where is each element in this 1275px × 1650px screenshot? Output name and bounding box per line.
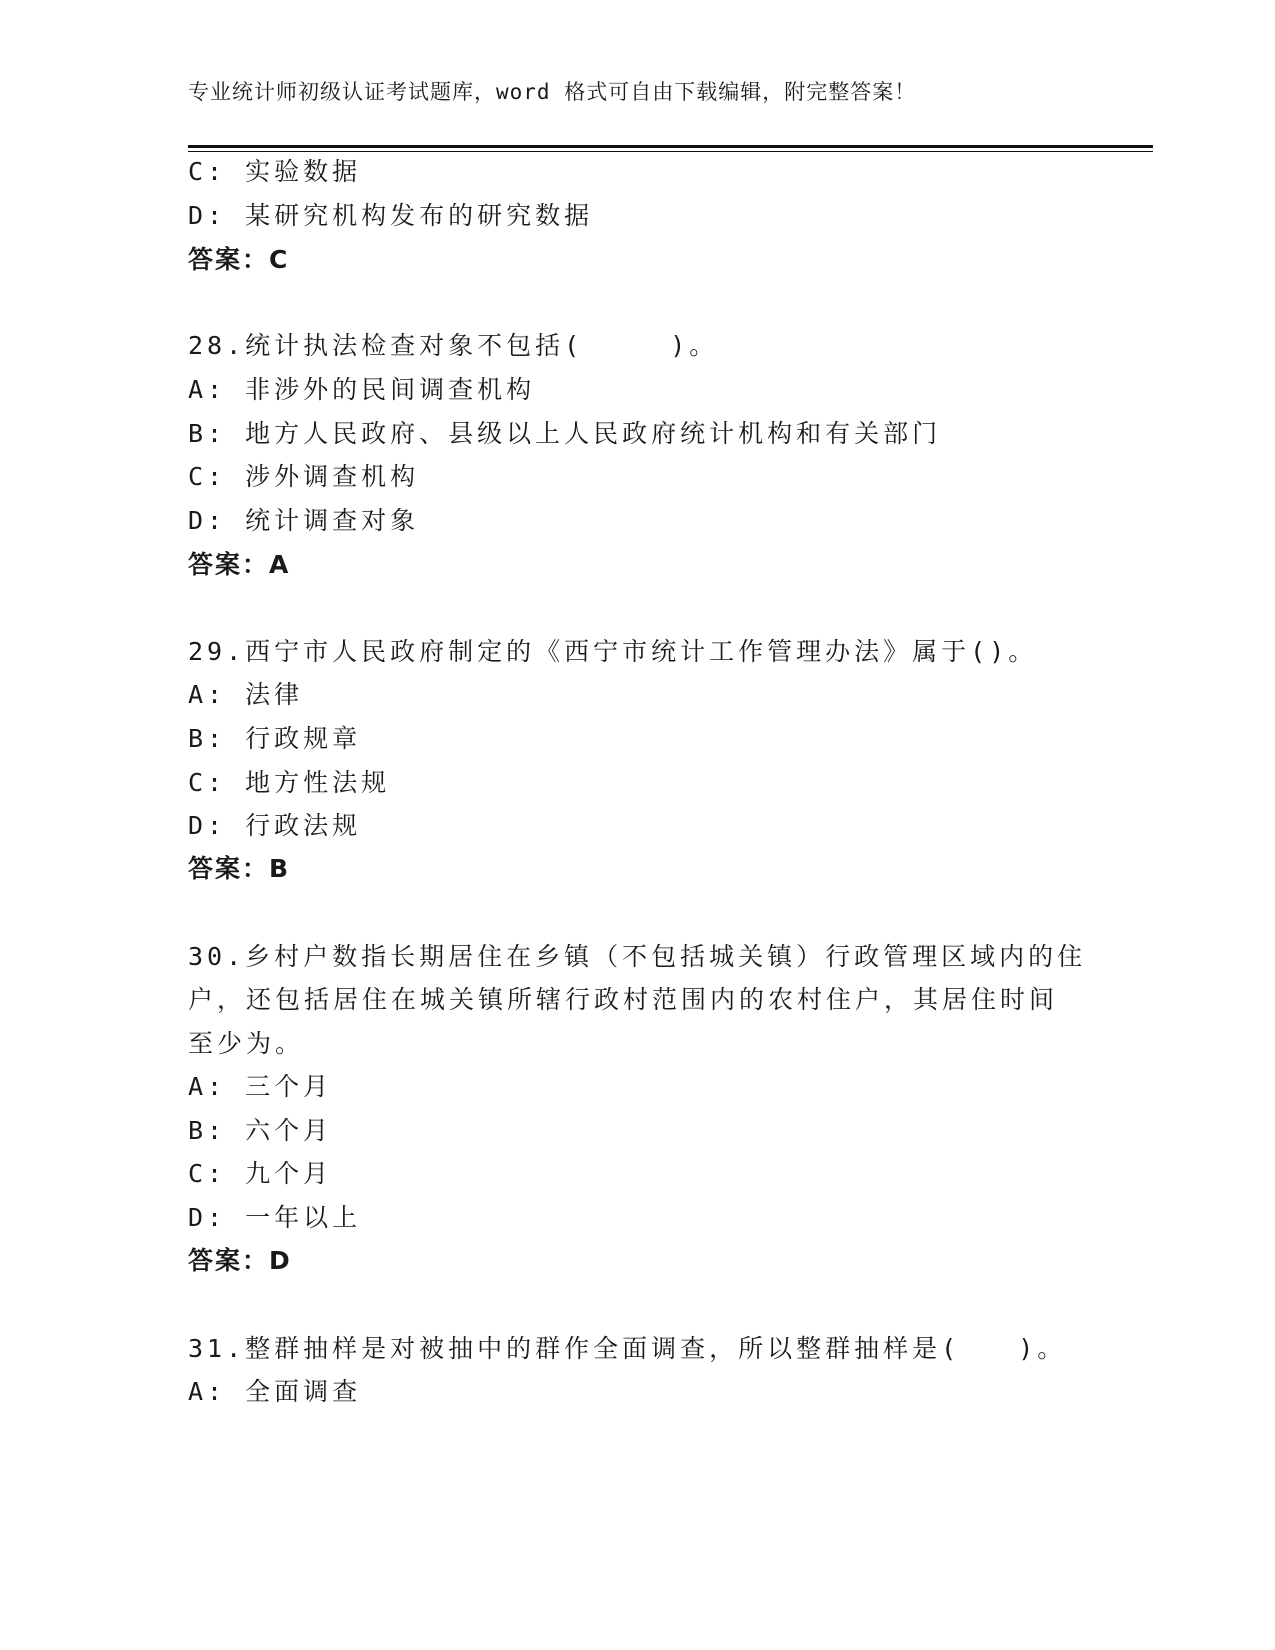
option-line: C: 实验数据: [188, 157, 362, 186]
header-rule-thin: [188, 151, 1153, 152]
option-line: C: 地方性法规: [188, 768, 391, 797]
page-header: 专业统计师初级认证考试题库，word 格式可自由下载编辑，附完整答案！: [188, 80, 917, 104]
option-line: A: 全面调查: [188, 1377, 362, 1406]
option-line: D: 某研究机构发布的研究数据: [188, 201, 594, 230]
question-stem: 28.统计执法检查对象不包括( )。: [188, 331, 719, 360]
question-stem: 30.乡村户数指长期居住在乡镇（不包括城关镇）行政管理区域内的住: [188, 942, 1087, 971]
answer-line: 答案：A: [188, 550, 291, 579]
question-stem: 至少为。: [188, 1029, 305, 1058]
option-line: B: 地方人民政府、县级以上人民政府统计机构和有关部门: [188, 419, 942, 448]
option-line: D: 一年以上: [188, 1203, 362, 1232]
option-line: B: 六个月: [188, 1116, 333, 1145]
option-line: C: 九个月: [188, 1159, 333, 1188]
option-line: A: 三个月: [188, 1072, 333, 1101]
question-stem: 户，还包括居住在城关镇所辖行政村范围内的农村住户，其居住时间: [188, 985, 1059, 1014]
question-stem: 31.整群抽样是对被抽中的群作全面调查，所以整群抽样是( )。: [188, 1334, 1067, 1363]
question-stem: 29.西宁市人民政府制定的《西宁市统计工作管理办法》属于()。: [188, 637, 1038, 666]
option-line: C: 涉外调查机构: [188, 462, 420, 491]
option-line: A: 法律: [188, 680, 304, 709]
option-line: D: 统计调查对象: [188, 506, 420, 535]
option-line: A: 非涉外的民间调查机构: [188, 375, 536, 404]
header-rule-thick: [188, 145, 1153, 148]
option-line: D: 行政法规: [188, 811, 362, 840]
answer-line: 答案：D: [188, 1246, 292, 1275]
answer-line: 答案：C: [188, 245, 290, 274]
option-line: B: 行政规章: [188, 724, 362, 753]
answer-line: 答案：B: [188, 854, 291, 883]
